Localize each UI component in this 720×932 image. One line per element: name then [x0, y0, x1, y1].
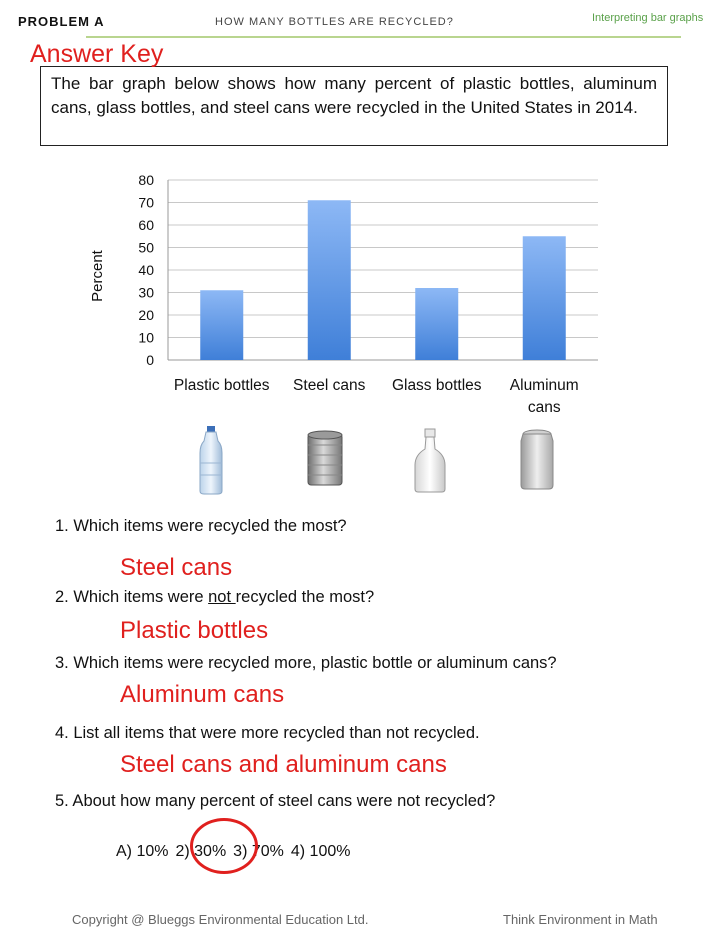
- question-2-end: recycled the most?: [235, 588, 375, 606]
- bar-steel-cans: [308, 200, 351, 360]
- question-2-start: 2. Which items were: [55, 588, 209, 606]
- recycling-bar-chart: [80, 170, 640, 430]
- selected-answer-circle: [190, 818, 258, 874]
- y-tick-label: 10: [138, 329, 154, 346]
- x-tick-label: Steel cans: [293, 377, 366, 394]
- answer-4: Steel cans and aluminum cans: [120, 751, 447, 778]
- y-axis-label: Percent: [89, 250, 106, 302]
- intro-text: The bar graph below shows how many percent of plastic bottles, aluminum cans, glass bottles, and steel cans were recycled in the United States in 2014.: [51, 74, 657, 117]
- problem-label: PROBLEM A: [18, 14, 105, 29]
- intro-text-box: [40, 66, 668, 146]
- y-tick-label: 60: [138, 217, 154, 233]
- y-tick-label: 50: [138, 239, 154, 256]
- answer-key-label: Answer Key: [30, 40, 164, 68]
- bar-plastic-bottles: [200, 290, 243, 360]
- answer-3: Aluminum cans: [120, 681, 285, 708]
- x-tick-label: Aluminum cans: [509, 377, 579, 416]
- y-tick-label: 80: [138, 172, 154, 188]
- plastic-bottle-icon: [200, 426, 222, 494]
- question-4: 4. List all items that were more recycled than not recycled.: [55, 724, 480, 742]
- footer-tagline: Think Environment in Math: [503, 912, 658, 927]
- steel-can-icon: [308, 431, 342, 485]
- y-tick-label: 20: [138, 307, 154, 323]
- question-2: [55, 588, 374, 607]
- choice-2: 2) 30%: [175, 843, 227, 860]
- answer-1: Steel cans: [120, 554, 233, 581]
- header-divider: [86, 36, 681, 38]
- aluminum-can-icon: [521, 430, 553, 489]
- choice-3: 3) 70%: [233, 843, 284, 860]
- question-3: 3. Which items were recycled more, plastic bottle or aluminum cans?: [55, 654, 557, 672]
- worksheet-title: HOW MANY BOTTLES ARE RECYCLED?: [215, 16, 454, 28]
- bar-glass-bottles: [415, 288, 458, 360]
- x-tick-label: Glass bottles: [391, 377, 482, 394]
- topic-label: Interpreting bar graphs: [592, 12, 704, 24]
- bar-aluminum-cans: [523, 236, 566, 360]
- question-1: 1. Which items were recycled the most?: [55, 517, 347, 535]
- footer-copyright: Copyright @ Blueggs Environmental Education Ltd.: [72, 912, 369, 927]
- question-5: 5. About how many percent of steel cans were not recycled?: [55, 792, 496, 810]
- glass-bottle-icon: [415, 429, 445, 492]
- answer-2: Plastic bottles: [120, 617, 269, 644]
- choice-a: A) 10%: [116, 843, 169, 860]
- item-icons-row: [170, 425, 600, 495]
- y-tick-label: 30: [138, 284, 154, 301]
- y-tick-label: 0: [146, 352, 154, 368]
- question-2-not-emphasis: not: [208, 588, 236, 606]
- y-tick-label: 70: [138, 194, 154, 211]
- y-tick-label: 40: [138, 262, 154, 278]
- choice-4: 4) 100%: [290, 843, 351, 860]
- x-tick-label: Plastic bottles: [173, 377, 270, 394]
